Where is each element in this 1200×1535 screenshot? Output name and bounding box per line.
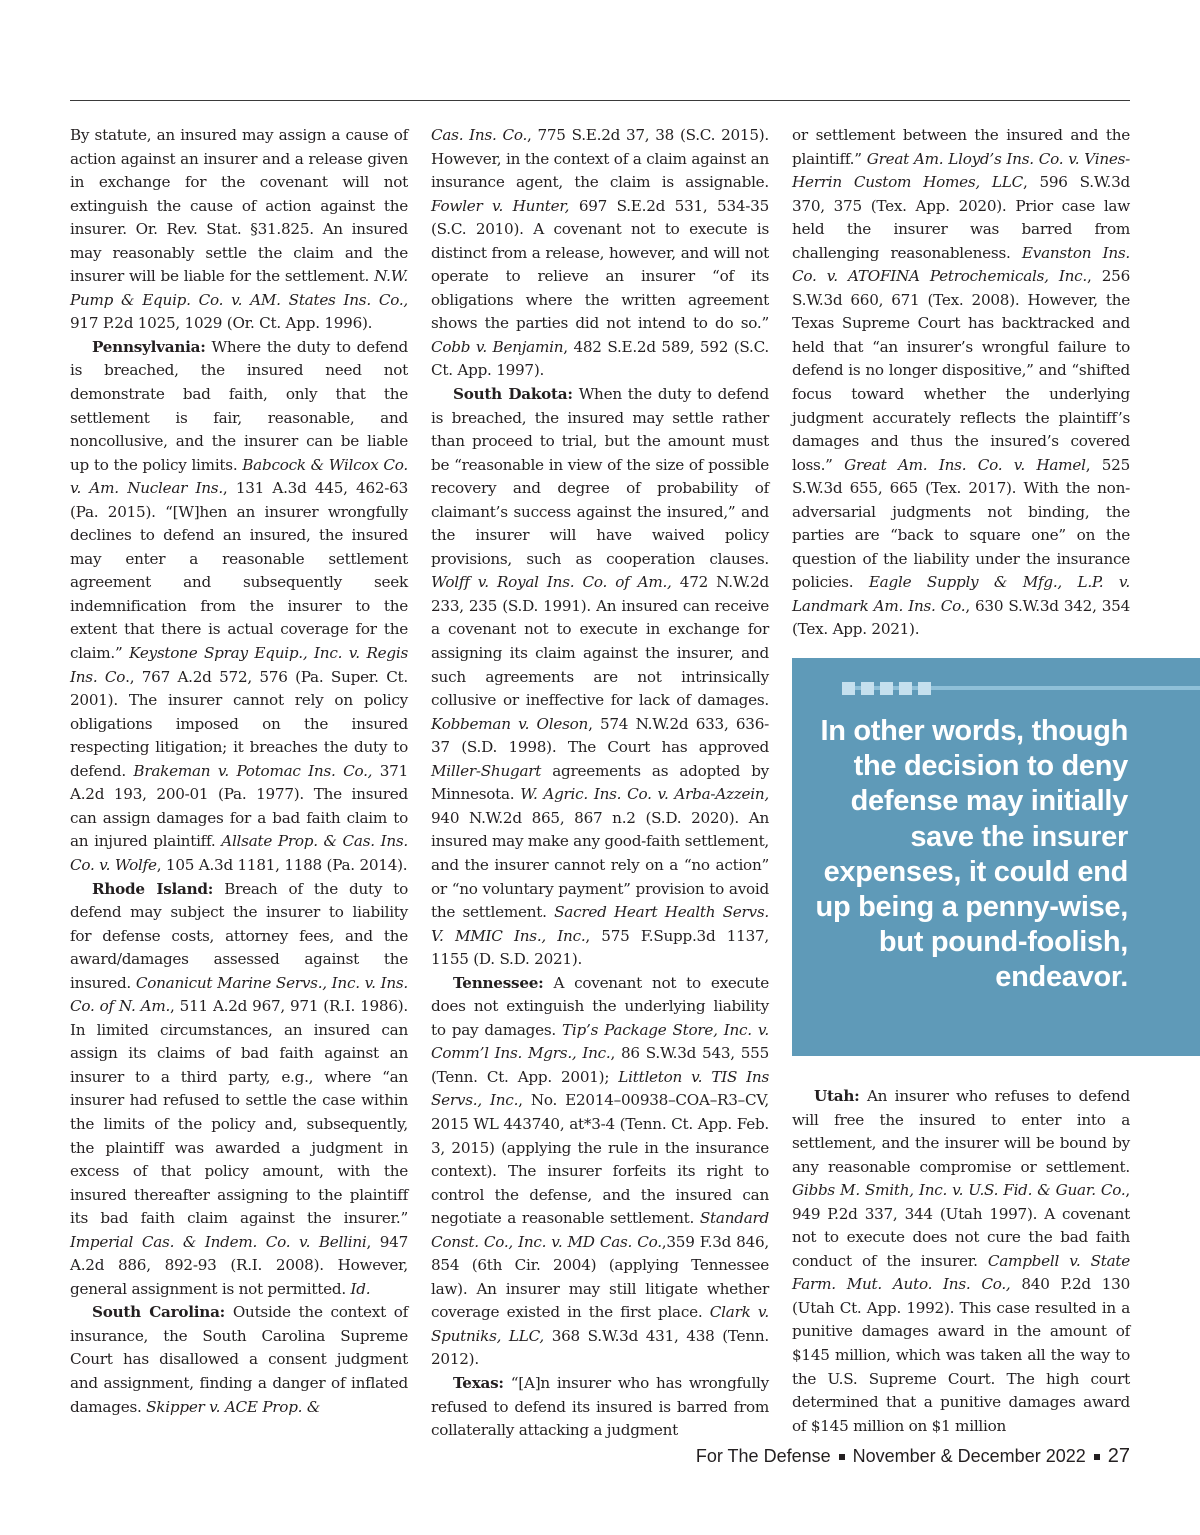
pull-quote-text: In other words, though the decision to deny defense may initially save the insurer expenses, it could end up being a penny-wise, but pound-foolish, endeavor. bbox=[815, 715, 1128, 994]
heading-texas: Texas: bbox=[453, 1373, 504, 1392]
separator-square-icon bbox=[1094, 1454, 1100, 1460]
heading-pennsylvania: Pennsylvania: bbox=[92, 337, 206, 356]
pull-quote-box bbox=[792, 658, 1200, 1056]
heading-utah: Utah: bbox=[814, 1087, 860, 1105]
paragraph-south-dakota: South Dakota: When the duty to defend is breached, the insured may settle rather than proceed to trial, but the amount must be “reasonable in view of the size of possible recovery and degree of probability of claimant’s success against the insured,” and the insurer will have waived policy provisions, such as cooperation clauses. Wolff v. Royal Ins. Co. of Am., 472 N.W.2d 233, 235 (S.D. 1991). An insured can receive a covenant not to execute in exchange for assigning its claim against the insurer, and such agreements are not intrinsically collusive or ineffective for lack of damages. Kobbeman v. Oleson, 574 N.W.2d 633, 636-37 (S.D. 1998). The Court has approved Miller-Shugart agreements as adopted by Minnesota. W. Agric. Ins. Co. v. Arba-Azzein, 940 N.W.2d 865, 867 n.2 (S.D. 2020). An insured may make any good-faith settlement, and the insurer cannot rely on a “no action” or “no voluntary payment” provision to avoid the settlement. Sacred Heart Health Servs. V. MMIC Ins., Inc., 575 F.Supp.3d 1137, 1155 (D. S.D. 2021). bbox=[431, 385, 770, 969]
header-rule bbox=[70, 100, 1130, 101]
pull-quote-squares-icon bbox=[842, 682, 931, 695]
heading-rhode-island: Rhode Island: bbox=[92, 879, 214, 898]
paragraph-south-carolina: South Carolina: Outside the context of insurance, the South Carolina Supreme Court has disallowed a consent judgment and assignment, finding a danger of inflated damages. Skipper v. ACE Prop. & bbox=[70, 1303, 408, 1416]
page-footer bbox=[696, 1445, 1130, 1468]
paragraph-pennsylvania: Pennsylvania: Where the duty to defend is breached, the insured need not demonstrate bad faith, only that the settlement is fair, reasonable, and noncollusive, and the insurer can be liable up to the policy limits. Babcock & Wilcox Co. v. Am. Nuclear Ins., 131 A.3d 445, 462-63 (Pa. 2015). “[W]hen an insurer wrongfully declines to defend an insured, the insured may enter a reasonable settlement agreement and subsequently seek indemnification from the insurer to the extent that there is actual coverage for the claim.” Keystone Spray Equip., Inc. v. Regis Ins. Co., 767 A.2d 572, 576 (Pa. Super. Ct. 2001). The insurer cannot rely on policy obligations imposed on the insured respecting litigation; it breaches the duty to defend. Brakeman v. Potomac Ins. Co., 371 A.2d 193, 200-01 (Pa. 1977). The insured can assign damages for a bad faith claim to an injured plaintiff. Allsate Prop. & Cas. Ins. Co. v. Wolfe, 105 A.3d 1181, 1188 (Pa. 2014). bbox=[70, 337, 409, 874]
separator-square-icon bbox=[839, 1454, 845, 1460]
paragraph-tennessee: Tennessee: A covenant not to execute does not extinguish the underlying liability to pay damages. Tip’s Package Store, Inc. v. Comm’l Ins. Mgrs., Inc., 86 S.W.3d 543, 555 (Tenn. Ct. App. 2001); Littleton v. TIS Ins Servs., Inc., No. E2014–00938–COA–R3–CV, 2015 WL 443740, at*3-4 (Tenn. Ct. App. Feb. 3, 2015) (applying the rule in the insurance context). The insurer forfeits its right to control the defense, and the insured can negotiate a reasonable settlement. Standard Const. Co., Inc. v. MD Cas. Co.,359 F.3d 846, 854 (6th Cir. 2004) (applying Tennessee law). An insurer may still litigate whether coverage existed in the first place. Clark v. Sputniks, LLC, 368 S.W.3d 431, 438 (Tenn. 2012). bbox=[431, 973, 770, 1369]
paragraph-rhode-island: Rhode Island: Breach of the duty to defend may subject the insurer to liability for defense costs, attorney fees, and the award/damages assessed against the insured. Conanicut Marine Servs., Inc. v. Ins. Co. of N. Am., 511 A.2d 967, 971 (R.I. 1986). In limited circumstances, an insured can assign its claims of bad faith against an insurer to a third party, e.g., where “an insurer had refused to settle the case within the limits of the policy and, subsequently, the plaintiff was awarded a judgment in excess of that policy amount, with the insured thereafter assigning to the plaintiff its bad faith claim against the insurer.” Imperial Cas. & Indem. Co. v. Bellini, 947 A.2d 886, 892-93 (R.I. 2008). However, general assignment is not permitted. Id. bbox=[70, 879, 409, 1298]
column-1 bbox=[70, 124, 408, 1419]
page-number: 27 bbox=[1107, 1445, 1130, 1467]
column-3 bbox=[792, 124, 1130, 642]
heading-south-carolina: South Carolina: bbox=[92, 1303, 226, 1322]
paragraph-texas: Texas: “[A]n insurer who has wrongfully refused to defend its insured is barred from collaterally attacking a judgment bbox=[431, 1373, 769, 1440]
column-3-lower bbox=[792, 1085, 1130, 1438]
publication-name: For The Defense bbox=[695, 1446, 831, 1466]
paragraph-oregon: By statute, an insured may assign a cause of action against an insurer and a release given in exchange for the covenant will not extinguish the cause of action against the insurer. Or. Rev. Stat. §31.825. An insured may reasonably settle the claim and the insurer will be liable for the settlement. N.W. Pump & Equip. Co. v. AM. States Ins. Co., 917 P.2d 1025, 1029 (Or. Ct. App. 1996). bbox=[70, 126, 408, 333]
paragraph-south-carolina-cont: Cas. Ins. Co., 775 S.E.2d 37, 38 (S.C. 2015). However, in the context of a claim against an insurance agent, the claim is assignable. Fowler v. Hunter, 697 S.E.2d 531, 534-35 (S.C. 2010). A covenant not to execute is distinct from a release, however, and will not operate to relieve an insurer “of its obligations where the written agreement shows the parties did not intend to do so.” Cobb v. Benjamin, 482 S.E.2d 589, 592 (S.C. Ct. App. 1997). bbox=[431, 126, 769, 380]
paragraph-texas-cont: or settlement between the insured and the plaintiff.” Great Am. Lloyd’s Ins. Co. v. Vines-Herrin Custom Homes, LLC, 596 S.W.3d 370, 375 (Tex. App. 2020). Prior case law held the insurer was barred from challenging reasonableness. Evanston Ins. Co. v. ATOFINA Petrochemicals, Inc., 256 S.W.3d 660, 671 (Tex. 2008). However, the Texas Supreme Court has backtracked and held that “an insurer’s wrongful failure to defend is no longer dispositive,” and “shifted focus toward whether the underlying judgment accurately reflects the plaintiff’s damages and thus the insured’s covered loss.” Great Am. Ins. Co. v. Hamel, 525 S.W.3d 655, 665 (Tex. 2017). With the non-adversarial judgments not binding, the parties are “back to square one” on the question of the liability under the insurance policies. Eagle Supply & Mfg., L.P. v. Landmark Am. Ins. Co., 630 S.W.3d 342, 354 (Tex. App. 2021). bbox=[792, 126, 1131, 639]
column-2 bbox=[431, 124, 769, 1443]
heading-tennessee: Tennessee: bbox=[453, 973, 544, 992]
heading-south-dakota: South Dakota: bbox=[453, 385, 573, 404]
issue-date: November & December 2022 bbox=[852, 1446, 1086, 1466]
paragraph-utah: Utah: An insurer who refuses to defend will free the insured to enter into a settlement, and the insurer will be bound by any reasonable compromise or settlement. Gibbs M. Smith, Inc. v. U.S. Fid. & Guar. Co., 949 P.2d 337, 344 (Utah 1997). A covenant not to execute does not cure the bad faith conduct of the insurer. Campbell v. State Farm. Mut. Auto. Ins. Co., 840 P.2d 130 (Utah Ct. App. 1992). This case resulted in a punitive damages award in the amount of $145 million, which was taken all the way to the U.S. Supreme Court. The high court determined that a punitive damages award of $145 million on $1 million bbox=[792, 1087, 1131, 1435]
